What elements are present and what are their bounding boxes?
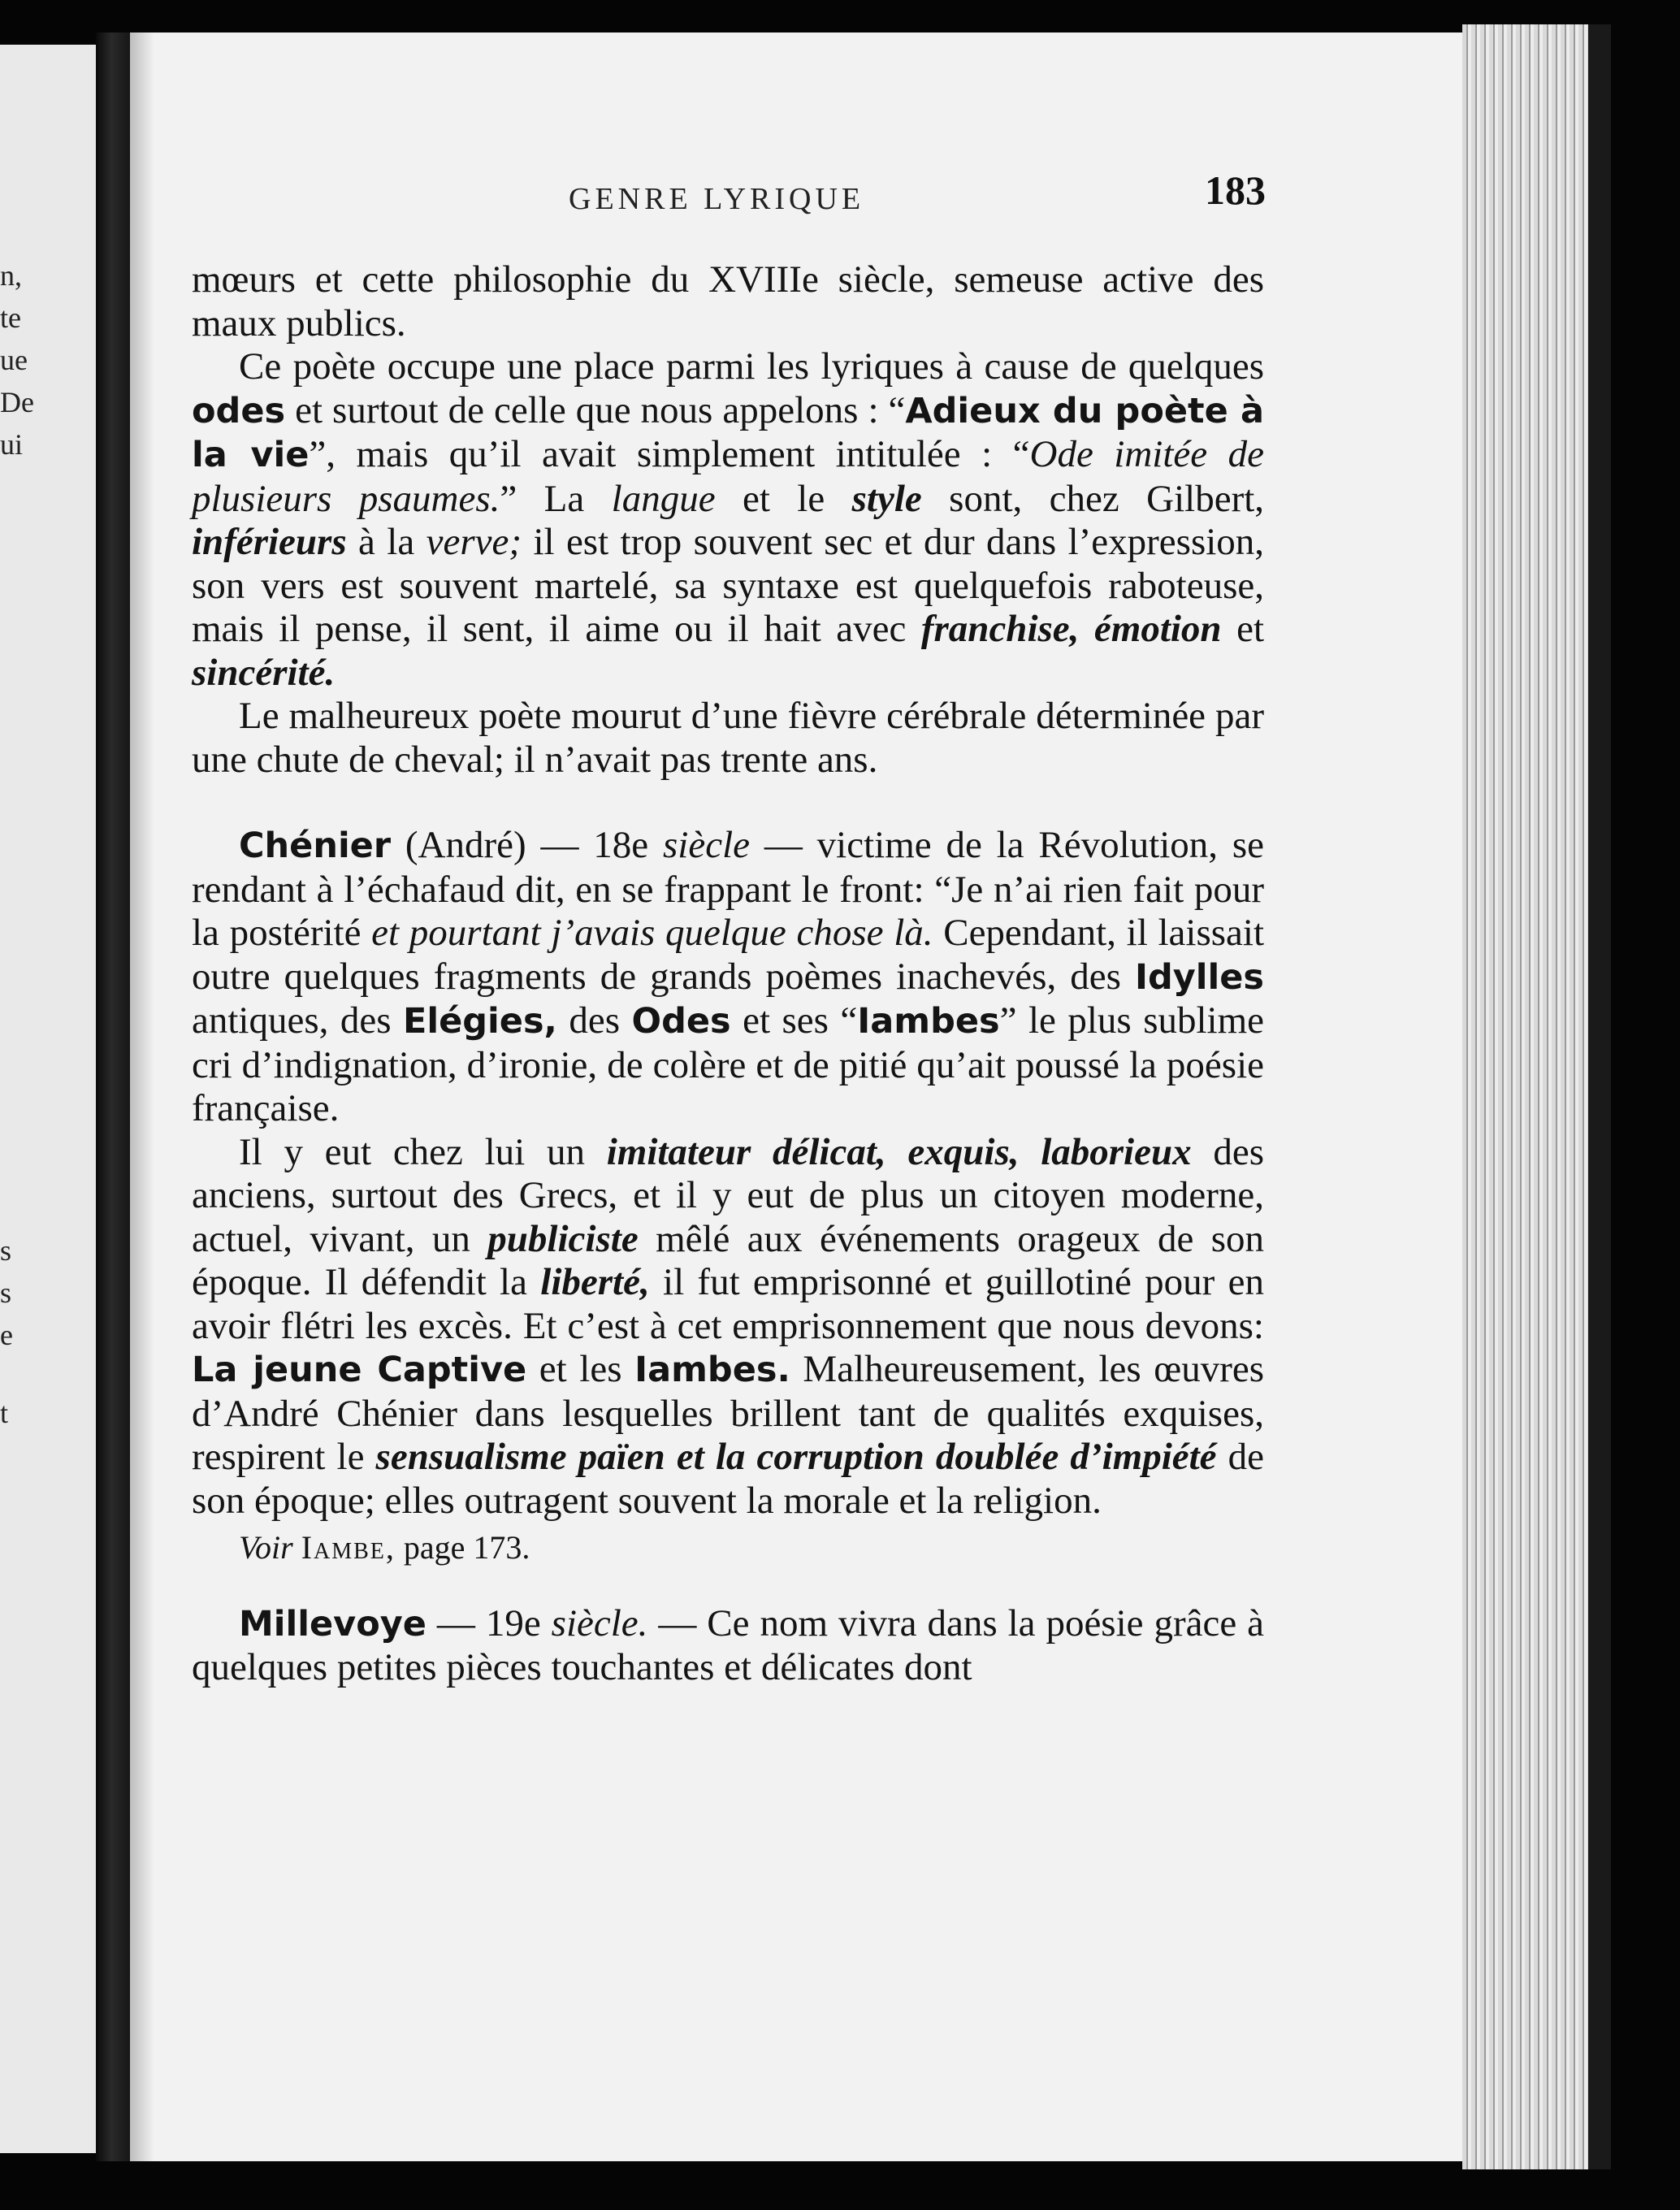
entry-millevoye: Millevoye — 19e siècle. — Ce nom vivra dans la poésie grâce à quelques petites pièces touchantes et délicates dont	[192, 1601, 1265, 1688]
margin-fragment: s	[0, 1234, 12, 1267]
page-body	[192, 258, 1264, 1690]
paragraph: Il y eut chez lui un imitateur délicat, exquis, laborieux des anciens, surtout des Grecs, et il y eut de plus un citoyen moderne, actuel, vivant, un publiciste mêlé aux événements orageux de son époque. Il défendit la liberté, il fut emprisonné et guillotiné pour en avoir flétri les excès. Et c’est à cet emprisonnement que nous devons: La jeune Captive et les Iambes. Malheureusement, les œuvres d’André Chénier dans lesquelles brillent tant de qualités exquises, respirent le sensualisme païen et la corruption doublée d’impiété de son époque; elles outragent souvent la morale et la religion.	[192, 1130, 1265, 1522]
paragraph: mœurs et cette philosophie du XVIIIe siècle, semeuse active des maux publics.	[192, 258, 1264, 344]
entry-chenier: Chénier (André) — 18e siècle — victime de la Révolution, se rendant à l’échafaud dit, en se frappant le front: “Je n’ai rien fait pour la postérité et pourtant j’avais quelque chose là. Cependant, il laissait outre quelques fragments de grands poèmes inachevés, des Idylles antiques, des Elégies, des Odes et ses “Iambes” le plus sublime cri d’indignation, d’ironie, de colère et de pitié qu’ait poussé la poésie française.	[192, 824, 1265, 1129]
entry-heading: Millevoye	[239, 1603, 426, 1644]
page-header	[195, 167, 1267, 223]
page-number: 183	[1205, 167, 1266, 213]
entry-heading: Chénier	[239, 826, 392, 866]
margin-fragment: De	[0, 386, 34, 418]
margin-fragment: s	[0, 1276, 12, 1309]
margin-fragment: n,	[0, 259, 22, 292]
running-head: GENRE LYRIQUE	[569, 182, 865, 216]
book-gutter	[96, 32, 135, 2161]
paragraph: Ce poète occupe une place parmi les lyriques à cause de quelques odes et surtout de celle que nous appelons : “Adieux du poète à la vie”, mais qu’il avait simplement intitulée : “Ode imitée de plusieurs psaumes.” La langue et le style sont, chez Gilbert, inférieurs à la verve; il est trop souvent sec et dur dans l’expression, son vers est souvent martelé, sa syntaxe est quelquefois raboteuse, mais il pense, il sent, il aime ou il hait avec franchise, émotion et sincérité.	[192, 345, 1265, 694]
page-edges	[1462, 24, 1592, 2169]
margin-fragment: e	[0, 1319, 13, 1351]
page-edges-shadow	[1588, 24, 1611, 2169]
cross-reference: Voir Iambe, page 173.	[239, 1529, 530, 1566]
paragraph: Le malheureux poète mourut d’une fièvre cérébrale déterminée par une chute de cheval; il n’avait pas trente ans.	[192, 695, 1264, 781]
margin-fragment: ui	[0, 428, 24, 461]
margin-fragment: te	[0, 301, 21, 334]
margin-fragment: t	[0, 1397, 9, 1429]
margin-fragment: ue	[0, 344, 28, 376]
left-page-fragment	[0, 45, 96, 2153]
